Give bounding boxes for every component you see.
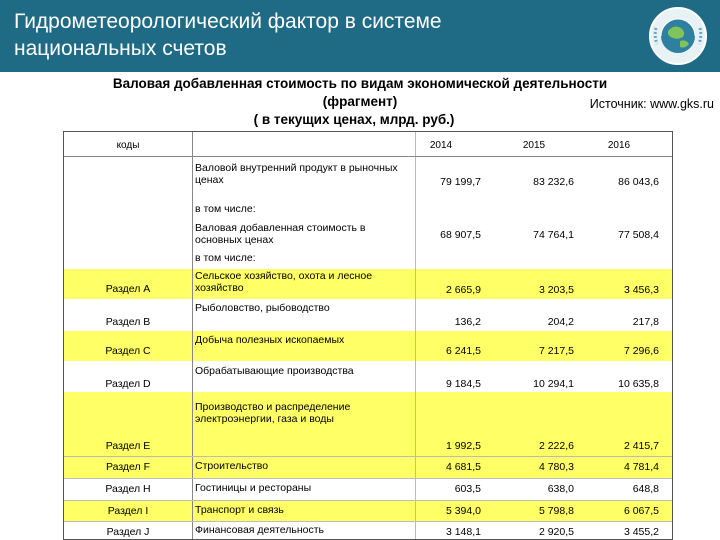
row-value-2014: 2 665,9 — [445, 284, 481, 296]
table-row — [64, 521, 672, 540]
row-value-2015: 3 203,5 — [538, 284, 574, 296]
row-value-2016: 6 067,5 — [623, 505, 659, 517]
gdp-table — [63, 131, 673, 540]
row-value-2014: 603,5 — [454, 483, 481, 495]
row-value-2015: 83 232,6 — [533, 176, 574, 188]
row-code: Раздел J — [106, 526, 150, 538]
table-row — [64, 500, 672, 521]
table-row — [64, 269, 672, 299]
row-name: Добыча полезных ископаемых — [195, 334, 345, 346]
table-row — [64, 299, 672, 331]
row-name: Валовая добавленная стоимость в основных ценах — [195, 222, 366, 246]
row-value-2016: 77 508,4 — [618, 229, 659, 241]
table-row — [64, 156, 672, 201]
source-note: Источник: www.gks.ru — [589, 97, 714, 111]
globe-emblem-icon — [648, 6, 708, 66]
table-row — [64, 478, 672, 500]
page-title: Гидрометеорологический фактор в системе национальных счетов — [14, 10, 442, 60]
row-code: Раздел D — [105, 378, 151, 390]
row-value-2016: 10 635,8 — [618, 378, 659, 390]
table-caption-units: ( в текущих ценах, млрд. руб.) — [253, 112, 455, 127]
table-row — [64, 456, 672, 478]
table-header-row — [64, 132, 672, 156]
row-value-2015: 7 217,5 — [538, 345, 574, 357]
row-value-2014: 6 241,5 — [445, 345, 481, 357]
column-header-codes: коды — [116, 140, 140, 151]
row-value-2015: 4 780,3 — [538, 461, 574, 473]
row-value-2016: 648,8 — [632, 483, 659, 495]
row-value-2014: 68 907,5 — [440, 229, 481, 241]
grid-line — [64, 456, 672, 457]
row-name: Транспорт и связь — [195, 504, 284, 516]
grid-line — [64, 156, 672, 157]
title-bar — [0, 0, 720, 72]
row-name: в том числе: — [195, 252, 256, 264]
row-value-2016: 2 415,7 — [623, 440, 659, 452]
row-value-2015: 10 294,1 — [533, 378, 574, 390]
row-code: Раздел В — [105, 316, 151, 328]
table-row — [64, 201, 672, 221]
column-header-2014: 2014 — [429, 140, 453, 151]
row-code: Раздел I — [107, 505, 149, 517]
table-row — [64, 361, 672, 392]
row-name: Обрабатывающие производства — [195, 365, 354, 377]
table-row — [64, 331, 672, 361]
row-value-2016: 86 043,6 — [618, 176, 659, 188]
row-name: Гостиницы и рестораны — [195, 482, 312, 494]
row-value-2014: 136,2 — [454, 316, 481, 328]
table-caption: Валовая добавленная стоимость по видам экономической деятельности — [112, 76, 608, 91]
table-caption-fragment: (фрагмент) — [322, 94, 398, 109]
row-code: Раздел Н — [105, 483, 151, 495]
row-value-2015: 5 798,8 — [538, 505, 574, 517]
row-name: в том числе: — [195, 203, 256, 215]
row-value-2014: 79 199,7 — [440, 176, 481, 188]
row-value-2016: 7 296,6 — [623, 345, 659, 357]
row-value-2014: 3 148,1 — [445, 526, 481, 538]
row-value-2015: 638,0 — [547, 483, 574, 495]
row-value-2014: 9 184,5 — [445, 378, 481, 390]
table-row — [64, 221, 672, 249]
row-value-2015: 2 920,5 — [538, 526, 574, 538]
row-value-2014: 4 681,5 — [445, 461, 481, 473]
grid-line — [64, 521, 672, 522]
row-name: Валовой внутренний продукт в рыночных ценах — [195, 162, 398, 186]
row-value-2016: 3 456,3 — [623, 284, 659, 296]
row-name: Производство и распределение электроэнергии, газа и воды — [195, 401, 351, 425]
row-name: Рыболовство, рыбоводство — [195, 302, 330, 314]
row-value-2016: 3 455,2 — [623, 526, 659, 538]
row-code: Раздел А — [105, 283, 151, 295]
row-code: Раздел F — [105, 461, 151, 473]
column-header-2015: 2015 — [522, 140, 546, 151]
grid-line — [64, 500, 672, 501]
row-value-2016: 4 781,4 — [623, 461, 659, 473]
row-name: Строительство — [195, 460, 269, 472]
row-code: Раздел С — [105, 345, 151, 357]
row-name: Сельское хозяйство, охота и лесное хозяйство — [195, 270, 373, 294]
row-code: Раздел Е — [105, 440, 151, 452]
row-value-2014: 5 394,0 — [445, 505, 481, 517]
table-row — [64, 249, 672, 269]
row-name: Финансовая деятельность — [195, 524, 324, 536]
grid-line — [64, 478, 672, 479]
row-value-2016: 217,8 — [632, 316, 659, 328]
column-header-2016: 2016 — [607, 140, 631, 151]
row-value-2014: 1 992,5 — [445, 440, 481, 452]
table-row — [64, 392, 672, 456]
row-value-2015: 2 222,6 — [538, 440, 574, 452]
row-value-2015: 204,2 — [547, 316, 574, 328]
row-value-2015: 74 764,1 — [533, 229, 574, 241]
